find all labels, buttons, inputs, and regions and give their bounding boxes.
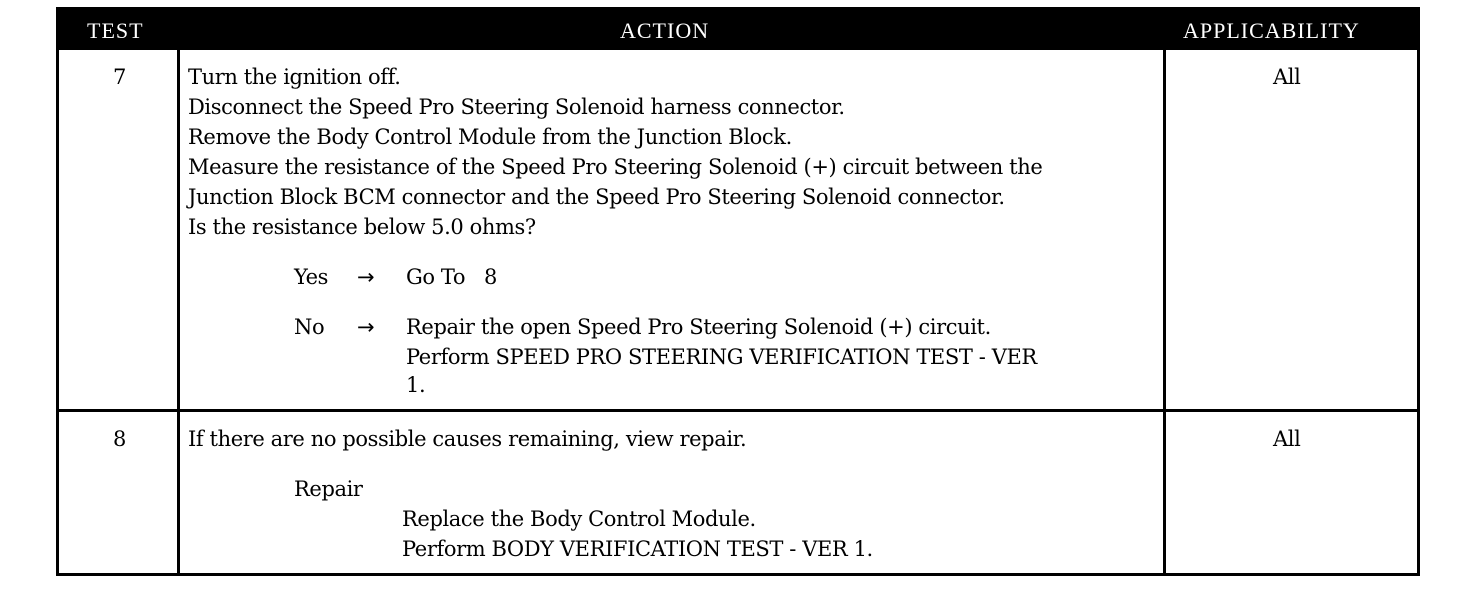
column-divider-test — [177, 50, 180, 573]
row-divider — [59, 409, 1417, 412]
repair-line: Replace the Body Control Module. — [402, 507, 756, 531]
column-divider-action — [1163, 50, 1166, 573]
table-header — [59, 10, 1417, 50]
action-line: Disconnect the Speed Pro Steering Solenoid harness connector. — [188, 95, 845, 119]
action-line: If there are no possible causes remaining, view repair. — [188, 427, 747, 451]
test-number: 8 — [113, 427, 126, 451]
action-line: Is the resistance below 5.0 ohms? — [188, 215, 536, 239]
no-result-line: 1. — [406, 373, 426, 397]
repair-label: Repair — [294, 477, 363, 501]
test-number: 7 — [113, 65, 126, 89]
diagnostic-table — [56, 7, 1420, 576]
right-arrow-icon: → — [357, 265, 375, 289]
action-line: Turn the ignition off. — [188, 65, 401, 89]
applicability-value: All — [1273, 65, 1301, 89]
no-label: No — [294, 315, 325, 339]
header-action: ACTION — [620, 18, 710, 43]
action-line: Measure the resistance of the Speed Pro Steering Solenoid (+) circuit between the — [188, 155, 1043, 179]
header-test: TEST — [87, 18, 144, 43]
no-result-line: Perform SPEED PRO STEERING VERIFICATION TEST - VER — [406, 345, 1037, 369]
action-line: Remove the Body Control Module from the Junction Block. — [188, 125, 792, 149]
header-applicability: APPLICABILITY — [1183, 18, 1360, 43]
right-arrow-icon: → — [357, 315, 375, 339]
yes-label: Yes — [294, 265, 329, 289]
applicability-value: All — [1273, 427, 1301, 451]
action-line: Junction Block BCM connector and the Speed Pro Steering Solenoid connector. — [188, 185, 1005, 209]
yes-result: Go To 8 — [406, 265, 497, 289]
repair-line: Perform BODY VERIFICATION TEST - VER 1. — [402, 537, 873, 561]
no-result-line: Repair the open Speed Pro Steering Solenoid (+) circuit. — [406, 315, 991, 339]
